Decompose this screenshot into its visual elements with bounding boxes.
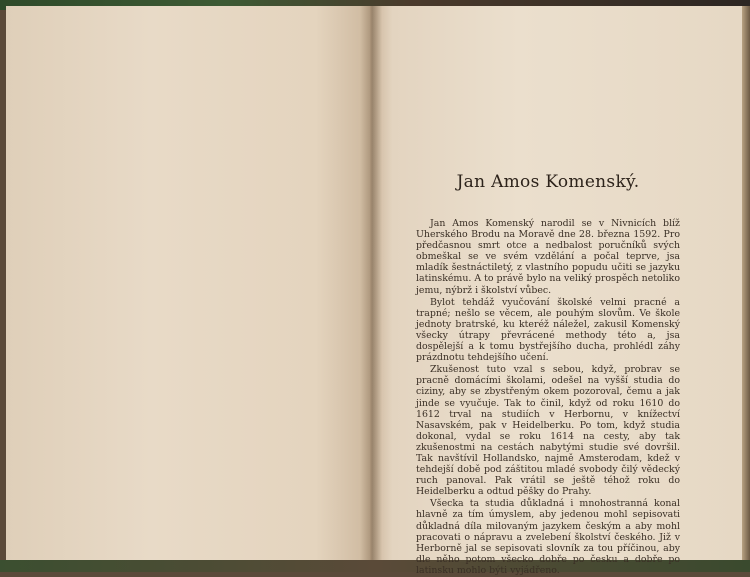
paragraph: Všecka ta studia důkladná i mnohostranná konal hlavně za tím úmyslem, aby jedenou mohl sepisovati důkladná díla milovaným jazykem českým a aby mohl pracovati o nápravu a zvelebení školství českého. Již v Herborně jal se sepisovati slovník za tou příčinou, aby dle něho potom všecko dobře po česku a dobře po latinsku mohlo býti vyjádřeno. (416, 498, 680, 576)
paragraph: Jan Amos Komenský narodil se v Nivnicích blíž Uherského Brodu na Moravě dne 28. března 1592. Pro předčasnou smrt otce a nedbalost poručníků svých obmeškal se ve svém vzdělání a počal teprve, jsa mladík šestnáctiletý, z vlastního popudu učiti se jazyku latinskému. A to právě bylo na veliký prospěch netoliko jemu, nýbrž i školství vůbec. (416, 218, 680, 296)
book-gutter (360, 6, 382, 562)
chapter-title: Jan Amos Komenský. (456, 172, 640, 192)
paragraph: Zkušenost tuto vzal s sebou, když, probrav se pracně domácími školami, odešel na vyšší studia do ciziny, aby se zbystřeným okem pozoroval, čemu a jak jinde se vyučuje. Tak to činil, když od roku 1610 do 1612 trval na studiích v Herbornu, v knížectví Nasavském, pak v Heidelberku. Po tom, když studia dokonal, vydal se roku 1614 na cesty, aby tak zkušenostmi na cestách nabytými studie své dovršil. Tak navštívil Hollandsko, najmě Amsterodam, kdež v tehdejší době pod záštitou mladé svobody čilý vědecký ruch panoval. Pak vrátil se ještě téhož roku do Heidelberku a odtud pěšky do Prahy. (416, 364, 680, 498)
body-text (416, 218, 680, 577)
page-edge-right (742, 6, 750, 562)
paragraph: Bylot tehdáž vyučování školské velmi pracné a trapné; nešlo se věcem, ale pouhým slovům. Ve škole jednoty bratrské, ku kteréž náležel, zakusil Komenský všecky útrapy převrácené methody této a, jsa dospělejší a k tomu bystřejšího ducha, prohlédl záhy prázdnotu tehdejšího učení. (416, 296, 680, 364)
left-page-blank (6, 6, 370, 562)
